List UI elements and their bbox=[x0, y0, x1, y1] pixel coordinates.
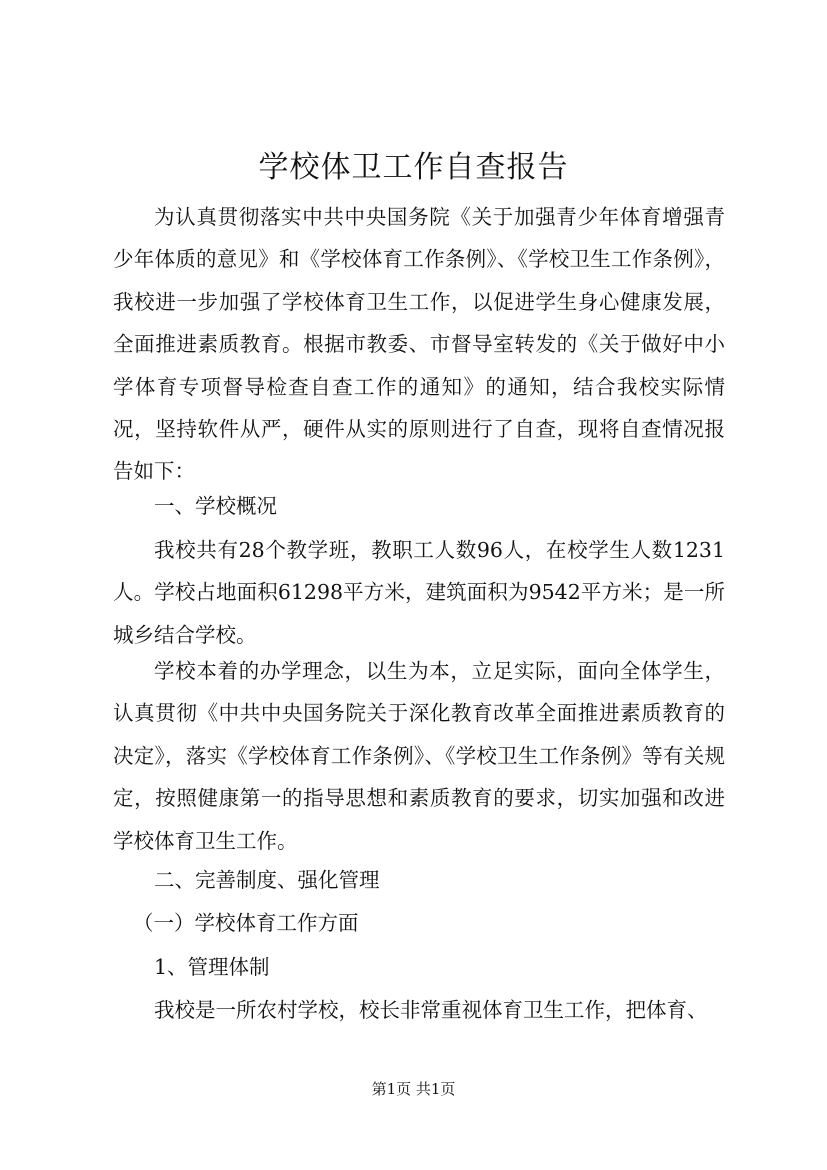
heading-school-overview: 一、学校概况 bbox=[154, 494, 277, 518]
document-title: 学校体卫工作自查报告 bbox=[258, 150, 569, 185]
heading-pe-work: （一）学校体育工作方面 bbox=[133, 911, 359, 935]
paragraph-intro: 为认真贯彻落实中共中央国务院《关于加强青少年体育增强青少年体质的意见》和《学校体育工作条例》、《学校卫生工作条例》，我校进一步加强了学校体育卫生工作，以促进学生身心健康发展，全面推进素质教育。根据市教委、市督导室转发的《关于做好中小学体育专项督导检查自查工作的通知》的通知，结合我校实际情况，坚持软件从严，硬件从实的原则进行了自查，现将自查情况报告如下： bbox=[113, 205, 725, 484]
paragraph-school-overview: 我校共有28个教学班，教职工人数96人，在校学生人数1231人。学校占地面积61298平方米，建筑面积为9542平方米；是一所城乡结合学校。 bbox=[113, 538, 725, 647]
heading-system-management: 二、完善制度、强化管理 bbox=[154, 868, 380, 892]
paragraph-rural-school: 我校是一所农村学校，校长非常重视体育卫生工作，把体育、 bbox=[154, 998, 708, 1022]
paragraph-school-philosophy: 学校本着的办学理念，以生为本，立足实际，面向全体学生，认真贯彻《中共中央国务院关于深化教育改革全面推进素质教育的决定》，落实《学校体育工作条例》、《学校卫生工作条例》等有关规定，按照健康第一的指导思想和素质教育的要求，切实加强和改进学校体育卫生工作。 bbox=[113, 659, 725, 853]
heading-management-system: 1、管理体制 bbox=[154, 955, 270, 979]
page-footer: 第1页 共1页 bbox=[371, 1080, 456, 1098]
